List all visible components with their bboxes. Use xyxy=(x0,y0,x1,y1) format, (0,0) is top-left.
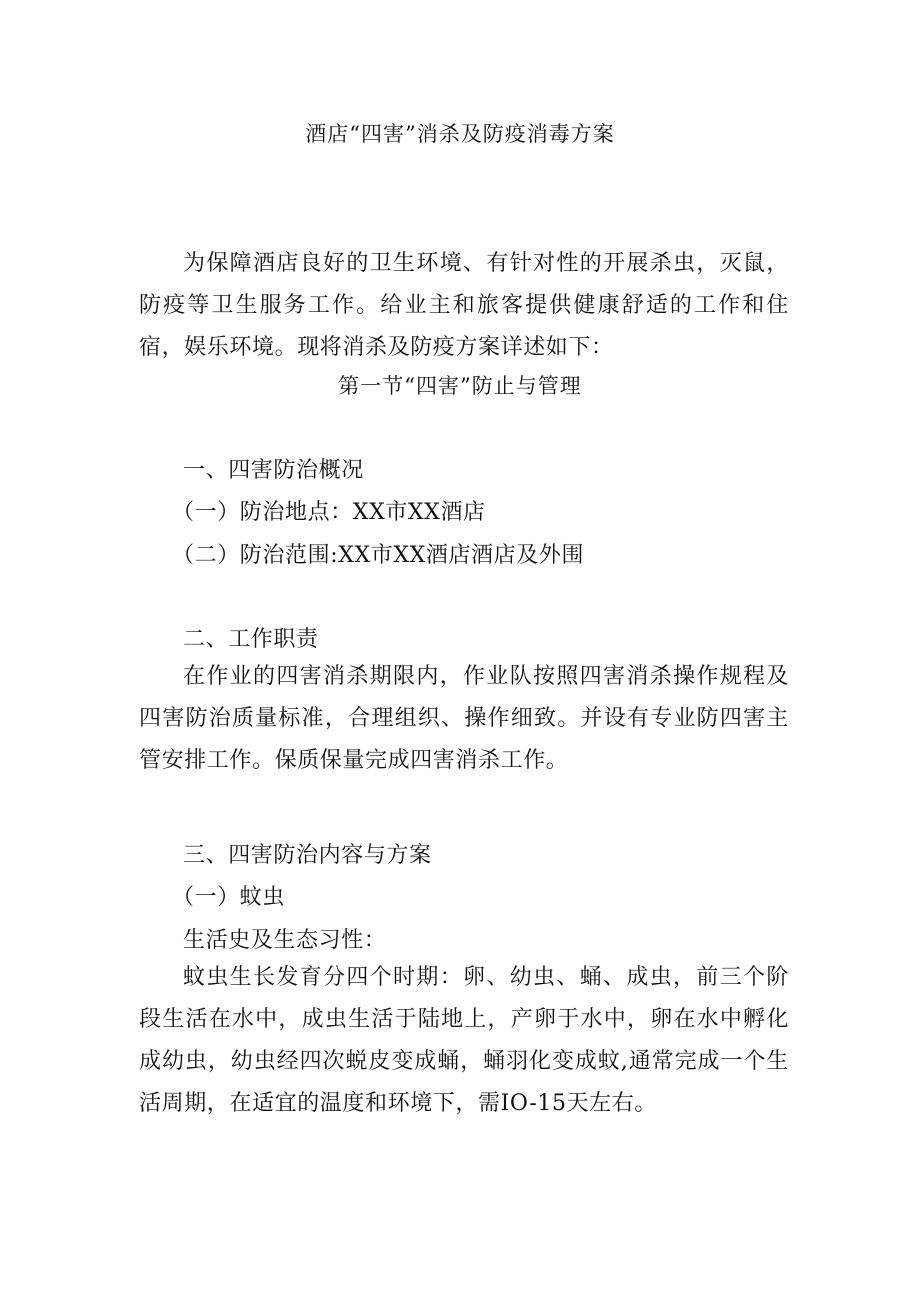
part3-sub-mosquito: （一）蚊虫 xyxy=(172,885,286,910)
part2-body: 在作业的四害消杀期限内，作业队按照四害消杀操作规程及四害防治质量标准，合理组织、操作细致。并设有专业防四害主管安排工作。保质保量完成四害消杀工作。 xyxy=(139,664,789,773)
document-title: 酒店“四害”消杀及防疫消毒方案 xyxy=(305,122,615,146)
part3-body: 蚊虫生长发育分四个时期：卵、幼虫、蛹、成虫，前三个阶段生活在水中，成虫生活于陆地上，产卵于水中，卵在水中孵化成幼虫，幼虫经四次蜕皮变成蛹，蛹羽化变成蚊,通常完成一个生活周期，在适宜的温度和环境下，需IO-15天左右。 xyxy=(139,965,789,1116)
intro-paragraph: 为保障酒店良好的卫生环境、有针对性的开展杀虫，灭鼠，防疫等卫生服务工作。给业主和旅客提供健康舒适的工作和住宿，娱乐环境。现将消杀及防疫方案详述如下： xyxy=(139,251,789,360)
part3-sub-label: 生活史及生态习性： xyxy=(183,928,387,953)
part2-heading: 二、工作职责 xyxy=(183,627,319,652)
part3-heading: 三、四害防治内容与方案 xyxy=(183,843,432,868)
part1-item-location: （一）防治地点：XX市XX酒店 xyxy=(172,500,486,525)
part1-heading: 一、四害防治概况 xyxy=(183,458,364,483)
part1-item-scope: （二）防治范围:XX市XX酒店酒店及外围 xyxy=(172,543,585,568)
section-title: 第一节“四害”防止与管理 xyxy=(338,374,582,398)
